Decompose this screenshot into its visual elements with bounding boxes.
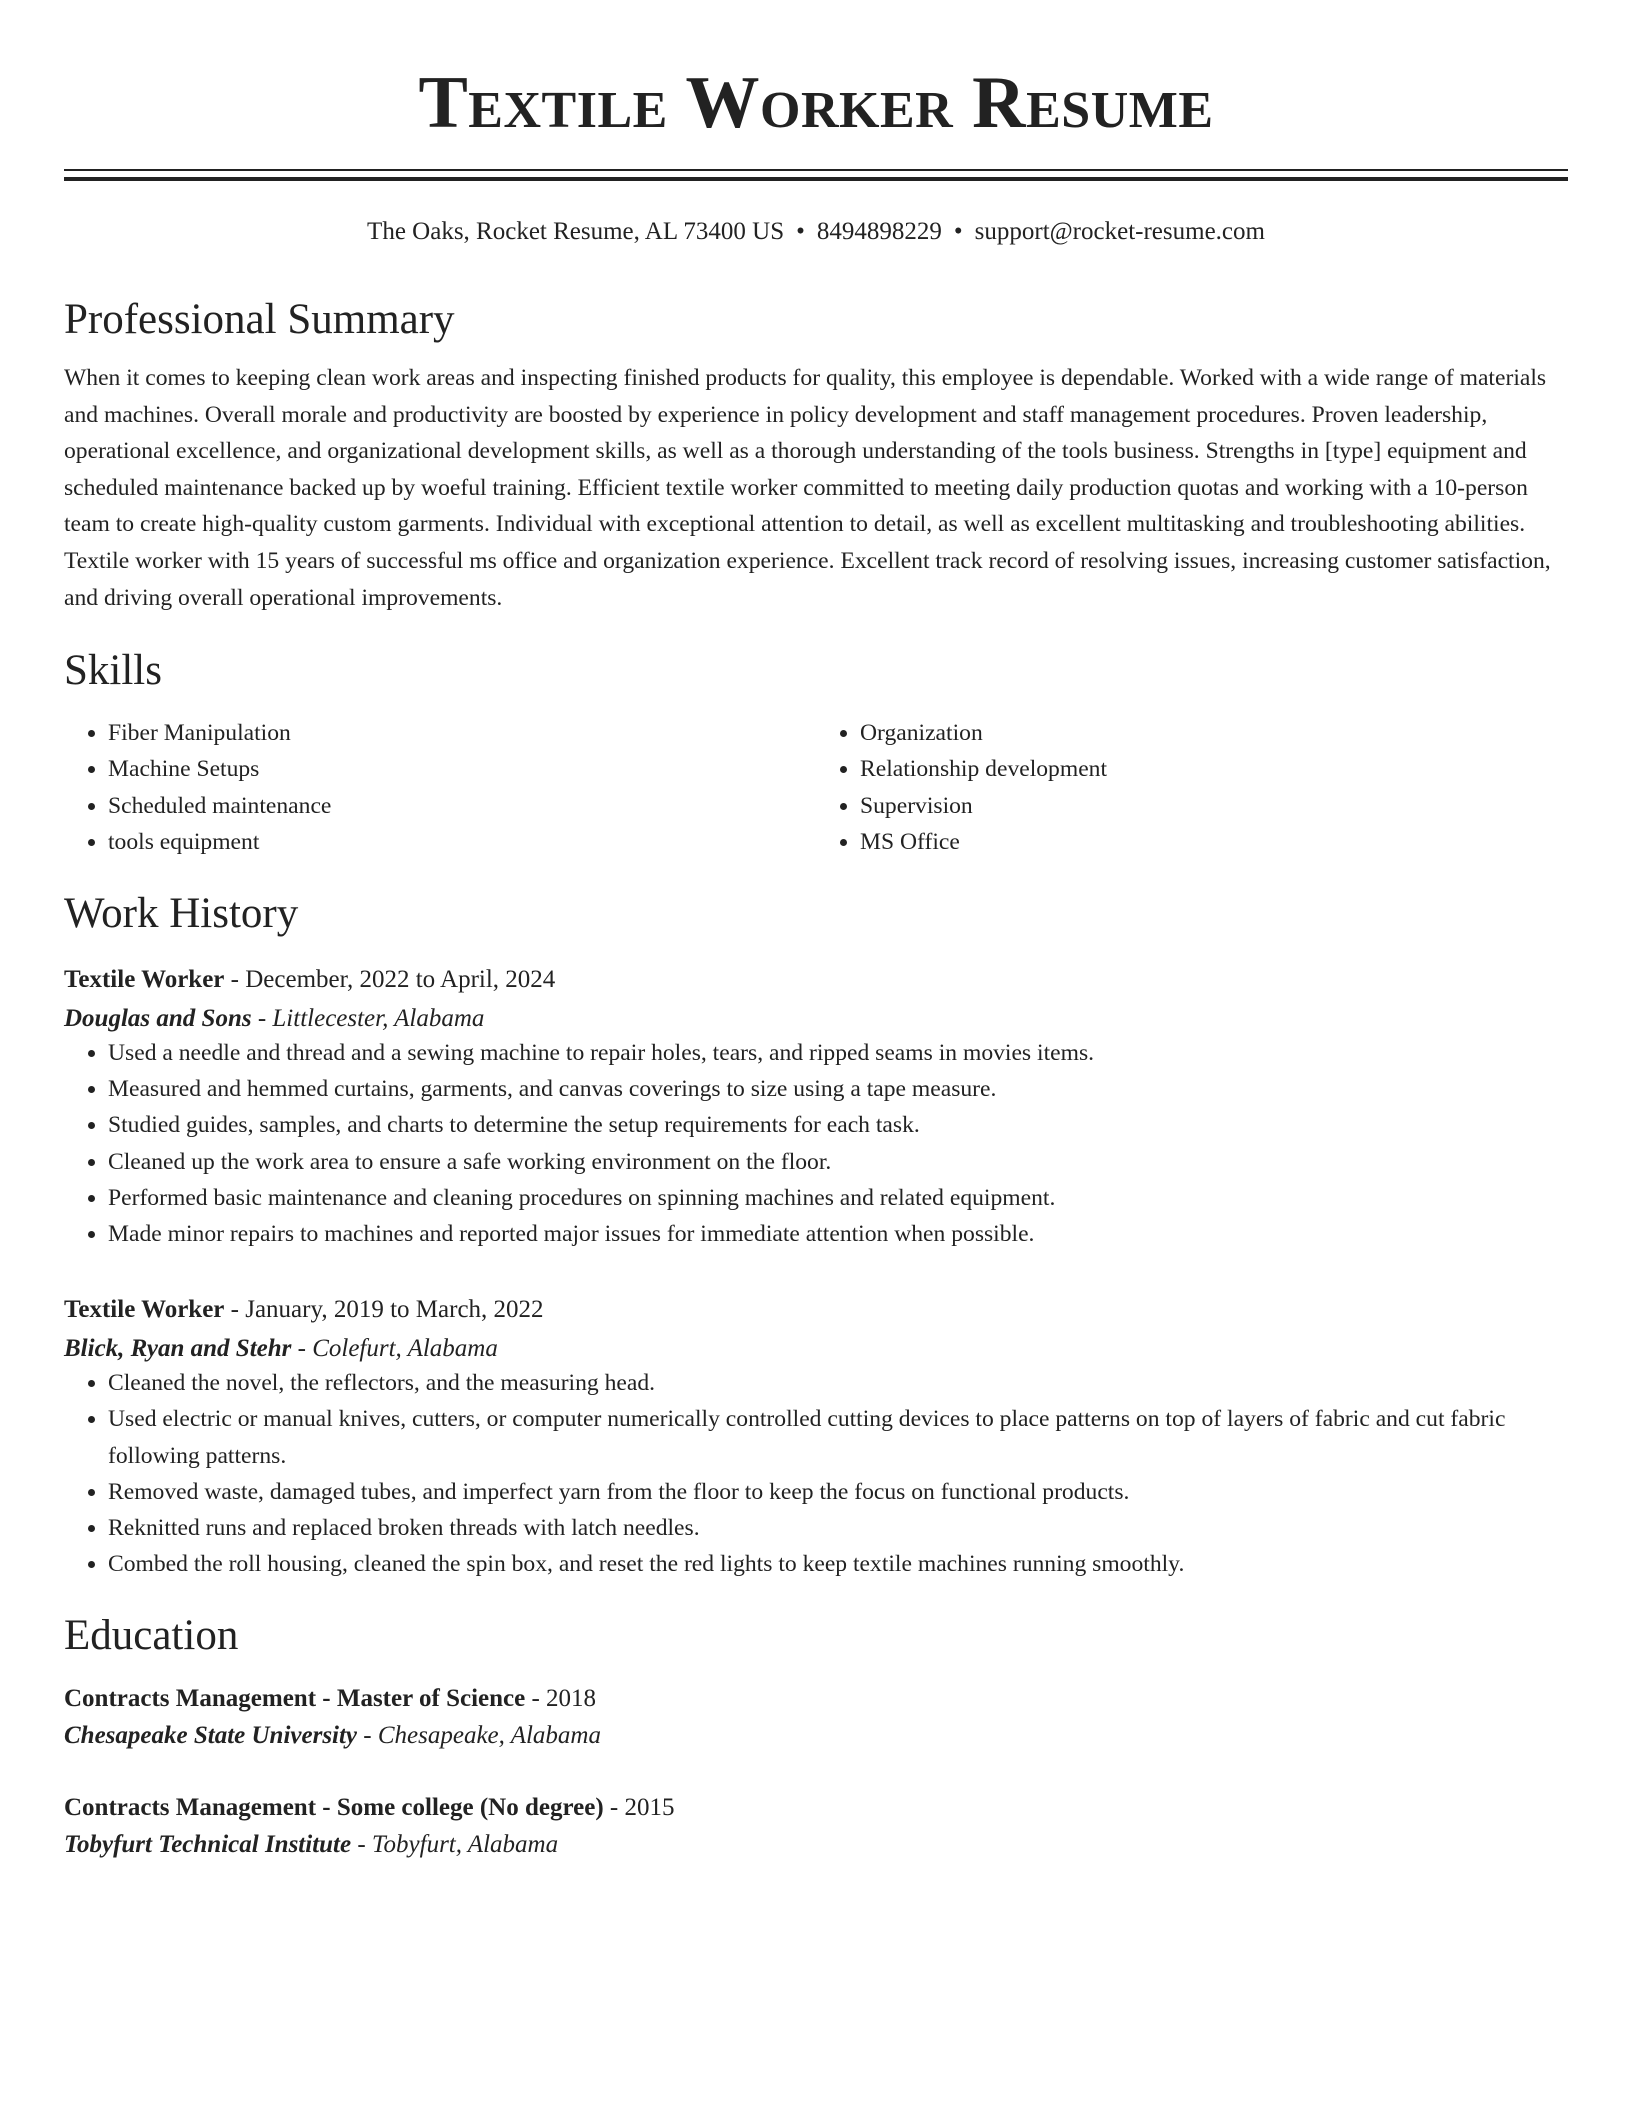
section-heading-education: Education [64,1612,239,1660]
skill-item: • Relationship development [860,751,1568,787]
job-duty: • Made minor repairs to machines and reported major issues for immediate attention when possible. [108,1216,1568,1252]
job-duty: • Combed the roll housing, cleaned the spin box, and reset the red lights to keep textile machines running smoothly. [108,1546,1568,1582]
job-duties [64,1365,1568,1582]
title-divider-thin [64,169,1568,171]
job-location: Littlecester, Alabama [272,1004,485,1032]
education-school-line: Tobyfurt Technical Institute - Tobyfurt, Alabama [64,1831,559,1859]
education-degree: Contracts Management - Some college (No degree) [64,1794,604,1822]
section-heading-skills: Skills [64,647,162,695]
job-company: Blick, Ryan and Stehr [64,1335,292,1363]
title-divider-thick [64,177,1568,181]
job-duty: • Removed waste, damaged tubes, and imperfect yarn from the floor to keep the focus on functional products. [108,1474,1568,1510]
education-location: Tobyfurt, Alabama [371,1831,559,1859]
job-duty: • Performed basic maintenance and cleaning procedures on spinning machines and related equipment. [108,1180,1568,1216]
education-school: Chesapeake State University [64,1722,358,1750]
education-entry [64,1683,1568,1752]
contact-separator: • [796,218,805,245]
resume-title: Textile Worker Resume [418,62,1214,144]
job-duty: • Measured and hemmed curtains, garments, and canvas coverings to size using a tape measure. [108,1071,1568,1107]
job-duty: • Used a needle and thread and a sewing machine to repair holes, tears, and ripped seams in movies items. [108,1035,1568,1071]
summary-text: When it comes to keeping clean work areas and inspecting finished products for quality, this employee is dependable. Worked with a wide range of materials and machines. Overall morale and productivity are boosted by experience in policy development and staff management procedures. Proven leadership, operational excellence, and organizational development skills, as well as a thorough understanding of the tools business. Strengths in [type] equipment and scheduled maintenance backed up by woeful training. Efficient textile worker committed to meeting daily production quotas and working with a 10-person team to create high-quality custom garments. Individual with exceptional attention to detail, as well as excellent multitasking and troubleshooting abilities. Textile worker with 15 years of successful ms office and organization experience. Excellent track record of resolving issues, increasing customer satisfaction, and driving overall operational improvements. [64,365,1551,611]
job-location: Colefurt, Alabama [312,1335,498,1363]
job-duty: • Studied guides, samples, and charts to determine the setup requirements for each task. [108,1107,1568,1143]
job-title-line: Textile Worker - December, 2022 to April, 2024 [64,965,556,993]
skill-item: • tools equipment [108,824,816,860]
section-heading-work-history: Work History [64,889,299,937]
skills-column-right [816,715,1568,860]
education-entry [64,1792,1568,1861]
skill-item: • MS Office [860,824,1568,860]
education-degree-line: Contracts Management - Some college (No degree) - 2015 [64,1794,675,1822]
job-duties [64,1035,1568,1252]
skill-item: • Machine Setups [108,751,816,787]
job-title: Textile Worker [64,965,225,993]
skill-item: • Organization [860,715,1568,751]
contact-email[interactable]: support@rocket-resume.com [974,218,1265,245]
contact-line [64,217,1568,247]
skills-column-left [64,715,816,860]
job-duty: • Reknitted runs and replaced broken threads with latch needles. [108,1510,1568,1546]
job-entry [64,964,1568,1252]
job-company-line: Douglas and Sons - Littlecester, Alabama [64,1004,485,1032]
skill-item: • Supervision [860,788,1568,824]
education-year: 2015 [624,1794,675,1822]
contact-separator: • [953,218,963,245]
education-degree-line: Contracts Management - Master of Science - 2018 [64,1685,597,1713]
education-location: Chesapeake, Alabama [377,1722,601,1750]
job-entry [64,1294,1568,1582]
skill-item: • Scheduled maintenance [108,788,816,824]
education-year: 2018 [546,1685,597,1713]
skill-item: • Fiber Manipulation [108,715,816,751]
education-degree: Contracts Management - Master of Science [64,1685,526,1713]
education-school-line: Chesapeake State University - Chesapeake, Alabama [64,1722,601,1750]
job-dates: January, 2019 to March, 2022 [245,1296,544,1324]
contact-address: The Oaks, Rocket Resume, AL 73400 US [367,218,785,245]
contact-phone: 8494898229 [816,218,942,245]
job-dates: December, 2022 to April, 2024 [245,965,556,993]
job-duty: • Cleaned the novel, the reflectors, and the measuring head. [108,1365,1568,1401]
job-company-line: Blick, Ryan and Stehr - Colefurt, Alabama [64,1335,498,1363]
job-title-line: Textile Worker - January, 2019 to March, 2022 [64,1296,544,1324]
job-duty: • Cleaned up the work area to ensure a safe working environment on the floor. [108,1144,1568,1180]
skills-list [64,715,1568,860]
education-school: Tobyfurt Technical Institute [64,1831,352,1859]
job-duty: • Used electric or manual knives, cutters, or computer numerically controlled cutting devices to place patterns on top of layers of fabric and cut fabric following patterns. [108,1401,1568,1473]
section-heading-summary: Professional Summary [64,296,455,343]
job-company: Douglas and Sons [64,1004,252,1032]
job-title: Textile Worker [64,1296,225,1324]
